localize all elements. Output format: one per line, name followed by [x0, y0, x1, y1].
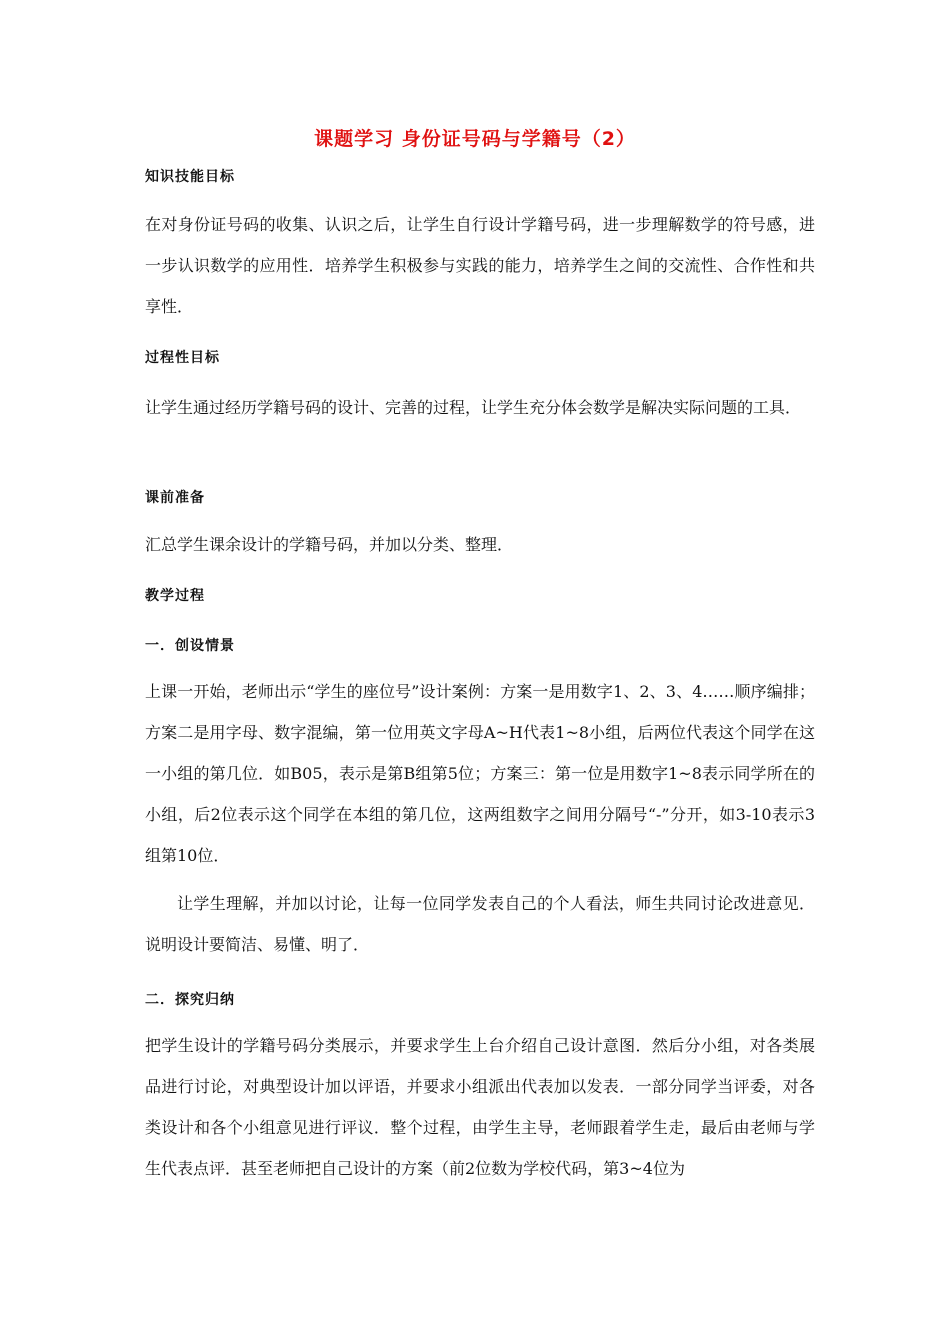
paragraph-process-goals: 让学生通过经历学籍号码的设计、完善的过程，让学生充分体会数学是解决实际问题的工具． [145, 398, 802, 417]
paragraph-preparation: 汇总学生课余设计的学籍号码，并加以分类、整理． [145, 535, 514, 554]
heading-process-goals: 过程性目标 [145, 350, 220, 366]
paragraph-scenario-1: 上课一开始，老师出示“学生的座位号”设计案例：方案一是用数字1、2、3、4……顺序编排；方案二是用字母、数字混编，第一位用英文字母A~H代表1~8小组，后两位代表这个同学在这一小组的第几位．如B05，表示是第B组第5位；方案三：第一位是用数字1~8表示同学所在的小组，后2位表示这个同学在本组的第几位，这两组数字之间用分隔号“-”分开，如3-10表示3组第10位． [145, 682, 815, 865]
heading-knowledge-goals: 知识技能目标 [145, 169, 235, 185]
document-title: 课题学习 身份证号码与学籍号（2） [314, 128, 636, 150]
heading-teaching-process: 教学过程 [145, 588, 205, 604]
paragraph-scenario-2: 让学生理解，并加以讨论，让每一位同学发表自己的个人看法，师生共同讨论改进意见．说明设计要简洁、易懂、明了． [145, 894, 815, 954]
paragraph-knowledge-goals: 在对身份证号码的收集、认识之后，让学生自行设计学籍号码，进一步理解数学的符号感，进一步认识数学的应用性．培养学生积极参与实践的能力，培养学生之间的交流性、合作性和共享性． [145, 215, 815, 316]
heading-inquiry: 二．探究归纳 [145, 992, 235, 1008]
heading-preparation: 课前准备 [145, 490, 205, 506]
paragraph-inquiry: 把学生设计的学籍号码分类展示，并要求学生上台介绍自己设计意图．然后分小组，对各类展品进行讨论，对典型设计加以评语，并要求小组派出代表加以发表．一部分同学当评委，对各类设计和各个小组意见进行评议．整个过程，由学生主导，老师跟着学生走，最后由老师与学生代表点评．甚至老师把自己设计的方案（前2位数为学校代码，第3~4位为 [145, 1036, 815, 1178]
heading-scenario: 一．创设情景 [145, 638, 235, 654]
